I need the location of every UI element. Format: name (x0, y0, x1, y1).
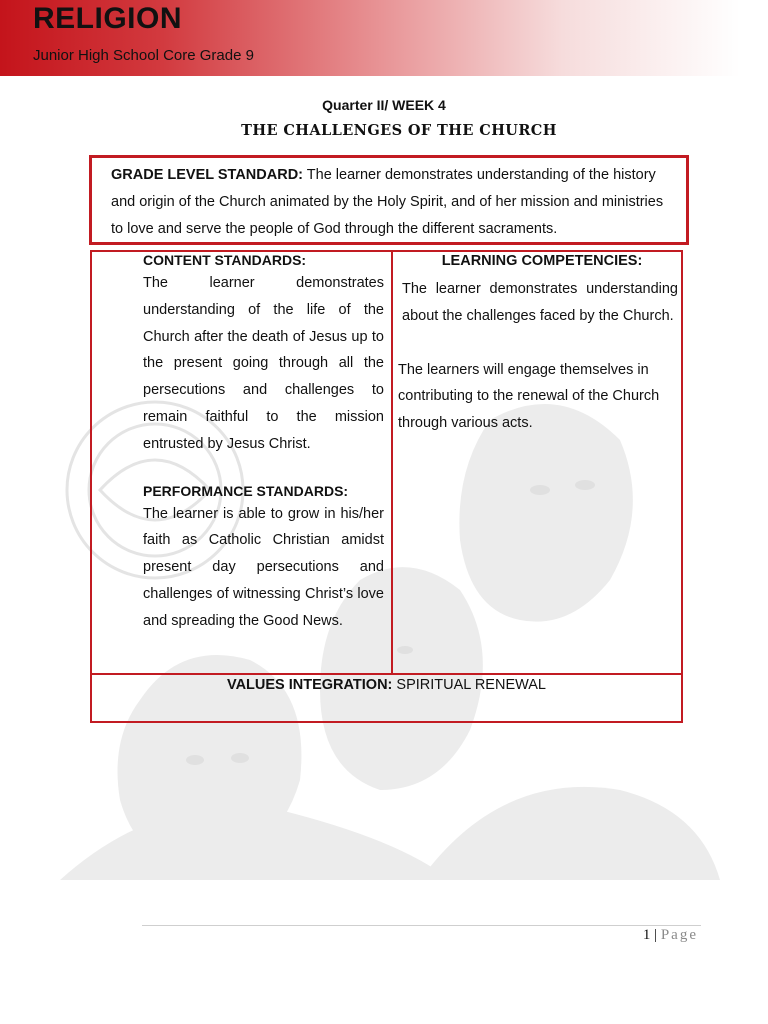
quarter-week-label: Quarter II/ WEEK 4 (322, 97, 446, 113)
page-separator: | (654, 927, 658, 943)
page-number: 1 (642, 927, 651, 943)
learning-competency-item: The learners will engage themselves in contributing to the renewal of the Church through various acts. (398, 361, 660, 432)
performance-standards-text: The learner is able to grow in his/her faith as Catholic Christian amidst present day persecutions and challenges of witnessing Christ’s love and spreading the Good News. (143, 505, 384, 629)
table-column-divider (391, 250, 393, 675)
grade-level-standard-text: The learner demonstrates understanding of the history and origin of the Church animated by the Holy Spirit, and of her mission and ministries to love and serve the people of God through the different sacraments. (111, 167, 664, 237)
header-banner (0, 0, 740, 76)
learning-competency-item: The learner demonstrates understanding about the challenges faced by the Church. (402, 281, 678, 324)
page-footer (560, 927, 698, 944)
values-integration (90, 675, 683, 695)
grade-level-standard-box (89, 155, 689, 245)
grade-level-standard (111, 162, 671, 243)
grade-level-standard-label: GRADE LEVEL STANDARD: (111, 167, 303, 183)
subject-title: RELIGION (33, 2, 183, 35)
page-word: Page (660, 927, 698, 943)
footer-divider (142, 925, 701, 926)
standards-column (143, 250, 384, 635)
content-standards-text: The learner demonstrates understanding of the life of the Church after the death of Jesus up to the present going through all the persecutions and challenges to remain faithful to the mission entrusted by Jesus Christ. (143, 275, 384, 452)
learning-competencies-heading: LEARNING COMPETENCIES: (441, 253, 643, 269)
competencies-column (398, 250, 678, 437)
content-standards-heading: CONTENT STANDARDS: (143, 252, 307, 268)
performance-standards-heading: PERFORMANCE STANDARDS: (143, 482, 349, 499)
grade-subtitle: Junior High School Core Grade 9 (33, 47, 254, 64)
lesson-title: THE CHALLENGES OF THE CHURCH (241, 122, 557, 139)
values-integration-value: SPIRITUAL RENEWAL (396, 677, 547, 693)
values-integration-label: VALUES INTEGRATION: (226, 677, 393, 693)
